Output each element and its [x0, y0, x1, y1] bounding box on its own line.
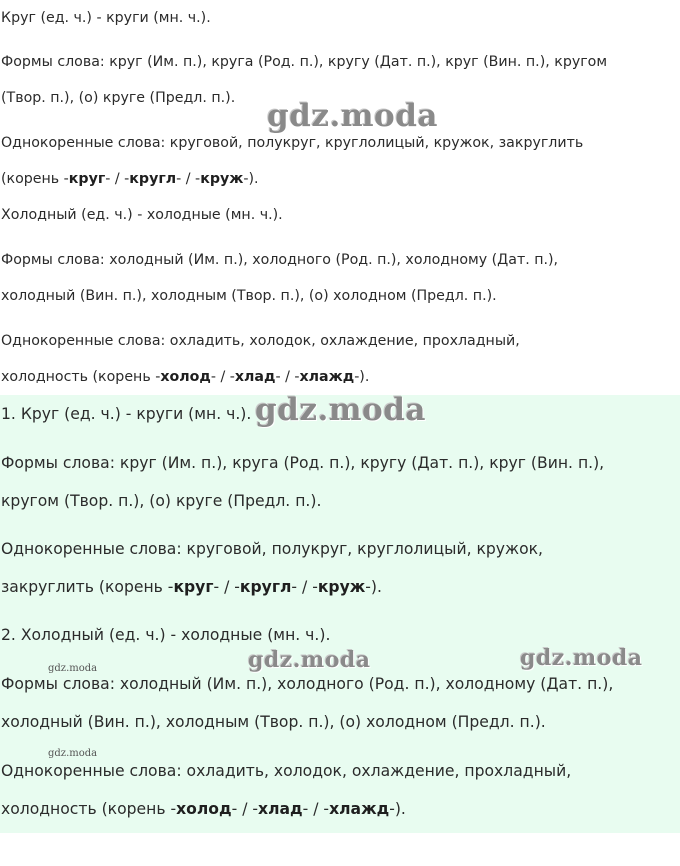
text-line: холодный (Вин. п.), холодным (Твор. п.), (о) холодном (Предл. п.). [1, 713, 546, 731]
root-word: кругл [239, 578, 292, 596]
watermark-logo: gdz.moda [267, 98, 438, 134]
text-line: Формы слова: холодный (Им. п.), холодного (Род. п.), холодному (Дат. п.), [1, 252, 559, 268]
root-word: хлажд [329, 800, 390, 818]
answer-section-2 [0, 392, 680, 833]
text-line-roots: (корень -круг- / -кругл- / -круж-). [1, 171, 259, 187]
text-line: 2. Холодный (ед. ч.) - холодные (мн. ч.). [1, 626, 331, 644]
root-word: хлад [258, 800, 303, 818]
text-line: холодный (Вин. п.), холодным (Твор. п.), (о) холодном (Предл. п.). [1, 288, 497, 304]
root-word: круж [317, 578, 366, 596]
text-line: Однокоренные слова: охладить, холодок, охлаждение, прохладный, [1, 333, 520, 349]
root-word: хлажд [299, 369, 355, 385]
watermark-logo: gdz.moda [255, 392, 426, 428]
answer-section-1 [0, 0, 680, 392]
watermark-logo: gdz.moda [48, 663, 98, 674]
text-line: Круг (ед. ч.) - круги (мн. ч.). [1, 10, 211, 26]
watermark-logo: gdz.moda [520, 645, 643, 671]
text-line: кругом (Твор. п.), (о) круге (Предл. п.). [1, 492, 322, 510]
root-word: круж [200, 171, 244, 187]
text-line: Однокоренные слова: охладить, холодок, охлаждение, прохладный, [1, 762, 572, 780]
root-word: кругл [129, 171, 177, 187]
text-line: (Твор. п.), (о) круге (Предл. п.). [1, 90, 236, 106]
text-line: Холодный (ед. ч.) - холодные (мн. ч.). [1, 207, 283, 223]
text-line-roots: холодность (корень -холод- / -хлад- / -хлажд-). [1, 369, 370, 385]
root-word: холод [176, 800, 232, 818]
text-line: Однокоренные слова: круговой, полукруг, круглолицый, кружок, [1, 540, 544, 558]
root-word: хлад [234, 369, 276, 385]
root-word: холод [160, 369, 211, 385]
text-line-roots: холодность (корень -холод- / -хлад- / -хлажд-). [1, 800, 406, 818]
text-line: Формы слова: круг (Им. п.), круга (Род. п.), кругу (Дат. п.), круг (Вин. п.), кругом [1, 54, 608, 70]
text-line: Формы слова: холодный (Им. п.), холодного (Род. п.), холодному (Дат. п.), [1, 675, 614, 693]
root-word: круг [68, 171, 106, 187]
text-line-roots: закруглить (корень -круг- / -кругл- / -круж-). [1, 578, 382, 596]
root-word: круг [173, 578, 214, 596]
watermark-logo: gdz.moda [48, 748, 98, 759]
text-line: Однокоренные слова: круговой, полукруг, круглолицый, кружок, закруглить [1, 135, 584, 151]
text-line: 1. Круг (ед. ч.) - круги (мн. ч.). [1, 405, 252, 423]
text-line: Формы слова: круг (Им. п.), круга (Род. п.), кругу (Дат. п.), круг (Вин. п.), [1, 454, 605, 472]
watermark-logo: gdz.moda [248, 647, 371, 673]
